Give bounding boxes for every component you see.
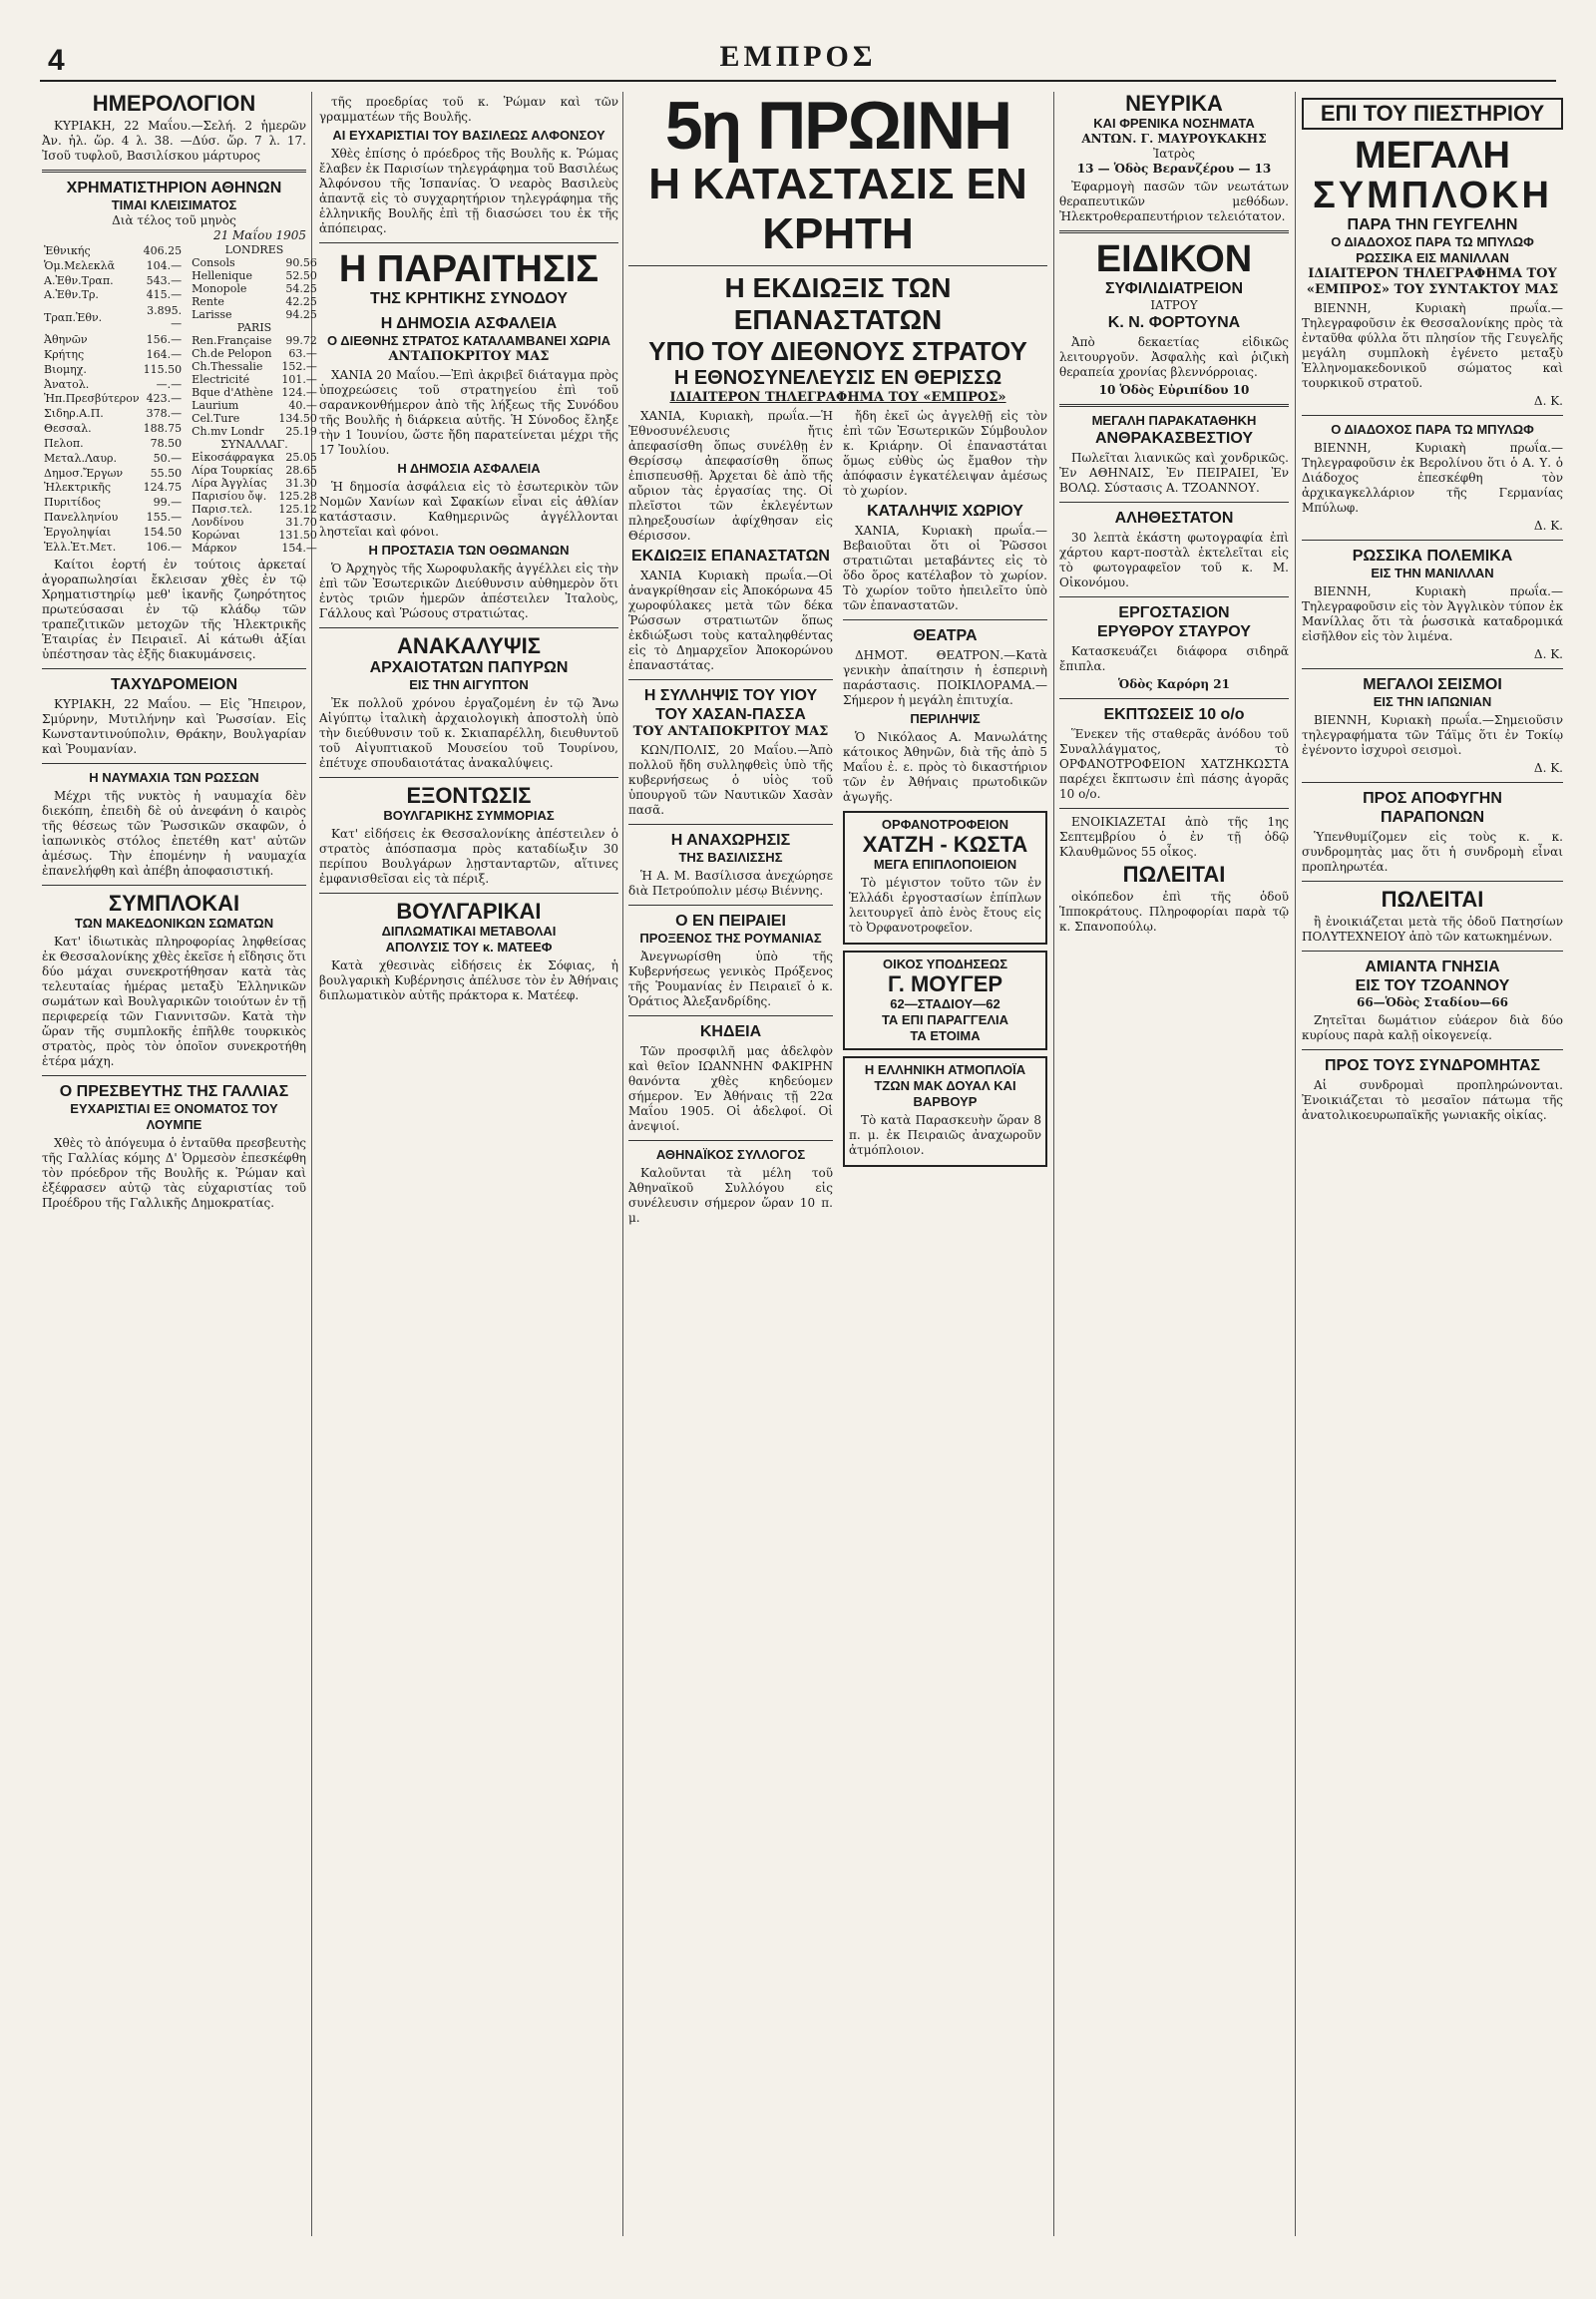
neurika-subtitle: ΚΑΙ ΦΡΕΝΙΚΑ ΝΟΣΗΜΑΤΑ — [1093, 116, 1255, 131]
ergostasion-text: Κατασκευάζει διάφορα σιδηρᾶ ἔπιπλα. — [1059, 644, 1289, 673]
dimosia1-title: Η ΔΗΜΟΣΙΑ ΑΣΦΑΛΕΙΑ — [380, 315, 558, 332]
ekdioxis-title: ΕΚΔΙΩΞΙΣ ΕΠΑΝΑΣΤΑΤΩΝ — [631, 548, 830, 565]
exontosis-text: Κατ' εἰδήσεις ἐκ Θεσσαλονίκης ἀπέστειλεν ὁ στρατὸς ἀπόσπασμα πρὸς καταδίωξιν 30 περίπου Βουλγάρων λῃστανταρτῶν, αἵτινες ἐμφανισθεῖσαι εἰς τὰ πέριξ. — [319, 827, 618, 886]
symplokai-title: ΣΥΜΠΛΟΚΑΙ — [108, 891, 240, 916]
rossika-subtitle: ΕΙΣ ΤΗΝ ΜΑΝΙΛΛΑΝ — [1371, 566, 1494, 580]
bourse-right-value: 125.28 — [278, 490, 317, 503]
col4-poleitai-text: οἰκόπεδον ἐπὶ τῆς ὁδοῦ Ἱπποκράτους. Πληροφορίαι παρὰ τῷ κ. Σπανοπούλῳ. — [1059, 890, 1289, 934]
bourse-left-value: —.— — [156, 377, 183, 391]
bourse-left-row — [42, 391, 184, 406]
bourse-left-row — [42, 362, 184, 377]
syfilis-text: Ἀπὸ δεκαετίας εἰδικῶς λειτουργοῦν. Ἀσφαλὴς καὶ ῥιζικὴ θεραπεία χρονίας βλεννόρροιας. — [1059, 335, 1289, 379]
neurika-address: 13 — Ὁδὸς Βερανζέρου — 13 — [1076, 162, 1272, 176]
bourse-left-row — [42, 302, 184, 332]
bourse-right-label: Ch.de Pelopon — [192, 347, 272, 360]
piestirion-kicker: ΙΔΙΑΙΤΕΡΟΝ ΤΗΛΕΓΡΑΦΗΜΑ ΤΟΥ «ΕΜΠΡΟΣ» ΤΟΥ ΣΥΝΤΑΚΤΟΥ ΜΑΣ — [1306, 266, 1559, 297]
syfilis-subtitle: ΣΥΦΙΛΙΔΙΑΤΡΕΙΟΝ — [1104, 280, 1244, 297]
apofygi-subtitle: ΠΑΡΑΠΟΝΩΝ — [1380, 809, 1485, 826]
paraitisis-subtitle: ΤΗΣ ΚΡΗΤΙΚΗΣ ΣΥΝΟΔΟΥ — [369, 290, 569, 307]
column-1 — [42, 91, 317, 2236]
perilipsis-text: Ὁ Νικόλαος Α. Μανωλάτης κάτοικος Ἀθηνῶν, διὰ τῆς ἀπὸ 5 Μαΐου ἐ. ε. πρὸς τὸ δικαστήριον τῶν ἐν Ἀθήναις πρωτοδικῶν ἀγωγῆς. — [843, 730, 1047, 804]
bourse-right-label: Παρισίου ὄψ. — [192, 490, 267, 503]
amianta-title: ΑΜΙΑΝΤΑ ΓΝΗΣΙΑ — [1365, 958, 1500, 975]
bourse-left-label: Βιομηχ. — [44, 362, 87, 376]
bourse-right-label: Consols — [192, 256, 235, 269]
syllogos-text: Καλοῦνται τὰ μέλη τοῦ Ἀθηναϊκοῦ Συλλόγου εἰς συνέλευσιν σήμερον ὥραν 10 π. μ. — [628, 1166, 833, 1225]
bourse-left-row — [42, 332, 184, 347]
bourse-right-label: Hellenique — [192, 269, 252, 282]
piraeus-title: Ο ΕΝ ΠΕΙΡΑΙΕΙ — [675, 913, 786, 930]
ergostasion-subtitle: ΕΡΥΘΡΟΥ ΣΤΑΥΡΟΥ — [1097, 623, 1251, 640]
rossika-text: ΒΙΕΝΝΗ, Κυριακὴ πρωΐα.—Τηλεγραφοῦσιν εἰς τὸν Ἀγγλικὸν τύπον ἐκ Μανίλλας ὅτι τὰ ῥωσσικὰ καταδρομικά εἰσῆλθον εἰς τὸν λιμένα. — [1302, 584, 1563, 643]
syllogos-title: ΑΘΗΝΑΪΚΟΣ ΣΥΛΛΟΓΟΣ — [655, 1147, 806, 1162]
bourse-right-value: 94.25 — [285, 308, 317, 321]
bourse-left-value: 378.— — [146, 407, 183, 421]
ergostasion-title: ΕΡΓΟΣΤΑΣΙΟΝ — [1118, 604, 1230, 621]
bourse-left-row — [42, 406, 184, 421]
anachoriseis-subtitle: ΤΗΣ ΒΑΣΙΛΙΣΣΗΣ — [678, 850, 783, 865]
theatra-text: ΔΗΜΟΤ. ΘΕΑΤΡΟΝ.—Κατὰ γενικὴν ἀπαίτησιν ἡ ἑσπερινὴ παράστασις. ΠΟΙΚΙΛΟΡΑΜΑ.—Σήμερον ἡ μεγάλη ἐπιτυχία. — [843, 648, 1047, 707]
bourse-right-label: Bque d'Athène — [192, 386, 273, 399]
mouger-name: Γ. ΜΟΥΓΕΡ — [887, 971, 1003, 996]
bourse-left-value: 406.25 — [143, 243, 183, 257]
bourse-right-row — [190, 542, 319, 555]
mouger-paragelia: ΤΑ ΕΠΙ ΠΑΡΑΓΓΕΛΙΑ — [881, 1012, 1009, 1027]
bourse-left-label: Θεσσαλ. — [44, 422, 92, 436]
bourse-right-value: 28.65 — [285, 464, 317, 477]
bourse-subtitle: ΤΙΜΑΙ ΚΛΕΙΣΙΜΑΤΟΣ — [111, 197, 237, 212]
bourse-left-row — [42, 377, 184, 392]
orphanotrofeion-title: ΟΡΦΑΝΟΤΡΟΦΕΙΟΝ — [881, 817, 1009, 832]
bourse-right-value: 63.— — [288, 347, 317, 360]
bourse-tables — [42, 243, 317, 555]
lead-right-col — [843, 406, 1047, 1229]
syllipsis-byline: ΤΟΥ ΑΝΤΑΠΟΚΡΙΤΟΥ ΜΑΣ — [632, 724, 829, 739]
apofygi-title: ΠΡΟΣ ΑΠΟΦΥΓΗΝ — [1363, 790, 1502, 807]
enoikiazetai-text: ΕΝΟΙΚΙΑΖΕΤΑΙ ἀπὸ τῆς 1ης Σεπτεμβρίου ὁ ἐν τῇ ὁδῷ Κλαυθμῶνος 55 οἶκος. — [1059, 815, 1289, 859]
taxydromeion-text: ΚΥΡΙΑΚΗ, 22 Μαΐου. — Εἰς Ἤπειρον, Σμύρνην, Μυτιλήνην καὶ Ῥωσσίαν. Εἰς Κωνσταντινούπολιν, Θράκην, Βουλγαρίαν καὶ Ῥουμανίαν. — [42, 697, 306, 756]
piestirion-subtitle-3: ΡΩΣΣΙΚΑ ΕΙΣ ΜΑΝΙΛΛΑΝ — [1356, 250, 1509, 265]
presbeftis-text: Χθὲς τὸ ἀπόγευμα ὁ ἐνταῦθα πρεσβευτὴς τῆς Γαλλίας κόμης Δ' Ὀρμεσὸν ἐπεσκέφθη τὸν πρόεδρον τῆς Βουλῆς κ. Ῥώμαν καὶ ἐξέφρασεν αὐτῷ τὰς εὐχαριστίας τοῦ Προέδρου τῆς Γαλλικῆς Δημοκρατίας. — [42, 1136, 306, 1210]
rossika-sign: Δ. Κ. — [1533, 647, 1563, 661]
bourse-right-label: Εἰκοσάφραγκα — [192, 451, 275, 464]
bourse-left-row — [42, 347, 184, 362]
bourse-right-row — [190, 412, 319, 425]
column-rule — [622, 92, 623, 2236]
col5-poleitai-title: ΠΩΛΕΙΤΑΙ — [1381, 887, 1484, 912]
bourse-left-label: Πελοπ. — [44, 436, 84, 450]
bourse-right-row — [190, 399, 319, 412]
bourse-right-label: Laurium — [192, 399, 239, 412]
piestirion-sign: Δ. Κ. — [1533, 394, 1563, 408]
dimosia2-text: Ἡ δημοσία ἀσφάλεια εἰς τὸ ἐσωτερικὸν τῶν Νομῶν Χανίων καὶ Σφακίων εἶναι εἰς ἀθλίαν κατάστασιν. Καθημερινῶς ἀγγέλλονται ληστεῖαι καὶ φόνοι. — [319, 480, 618, 539]
bourse-right-row — [190, 438, 319, 451]
bourse-left-label: Σιδηρ.Α.Π. — [44, 407, 104, 421]
hemerologion-text: ΚΥΡΙΑΚΗ, 22 Μαΐου.—Σελή. 2 ἡμερῶν Ἀν. ἡλ. ὥρ. 4 λ. 38. —Δύσ. ὥρ. 7 λ. 17. Ἰσοῦ τυφλοῦ, Βασιλίσκου μάρτυρος — [42, 119, 306, 163]
anachoriseis-text: Ἡ Α. Μ. Βασίλισσα ἀνεχώρησε διὰ Πετρούπολιν μέσῳ Βιέννης. — [628, 869, 833, 898]
bourse-left-label: Ἐθνικής — [44, 243, 91, 257]
bourse-left-label: Ὁμ.Μελεκλᾶ — [44, 258, 116, 272]
bourse-left-row — [42, 273, 184, 288]
piestirion-text: ΒΙΕΝΝΗ, Κυριακὴ πρωΐα.—Τηλεγραφοῦσιν ἐκ Θεσσαλονίκης πρὸς τὰ ἐνταῦθα φύλλα ὅτι πλησίον τῆς Γευγελῆς μεγάλη συμπλοκὴ ἐγένετο μεταξὺ Ἑλληνομακεδονικοῦ σώματος καὶ τουρκικοῦ στρατοῦ. — [1302, 301, 1563, 390]
amianta-address: 66—Ὁδὸς Σταδίου—66 — [1356, 995, 1509, 1009]
subhead-2: ΥΠΟ ΤΟΥ ΔΙΕΘΝΟΥΣ ΣΤΡΑΤΟΥ — [648, 336, 1027, 366]
bourse-right-row — [190, 425, 319, 438]
lead-left: ΧΑΝΙΑ, Κυριακὴ, πρωΐα.—Ἡ Ἐθνοσυνέλευσις ἤτις ἀπεφασίσθη ὅπως συνέλθῃ ἐν Θερίσσῳ ἀπεφασίσθη ὅπως ἐπισπευσθῇ. Ἀρχεται δὲ ἀπὸ τῆς αὔριον τὰς ἐργασίας της. Οἱ πλεῖστοι τῶν ἐκλεγέντων πληρεξουσίων ἀφίχθησαν εἰς Θέρισσον. — [628, 409, 833, 543]
orphanotrofeion-text: Τὸ μέγιστον τοῦτο τῶν ἐν Ἑλλάδι ἐργοστασίων ἐπίπλων λειτουργεῖ ἀπὸ ἑνὸς ἔτους εἰς τὸ Ὀρφανοτροφεῖον. — [849, 876, 1041, 935]
voulgarikai-subtitle: ΔΙΠΛΩΜΑΤΙΚΑΙ ΜΕΤΑΒΟΛΑΙ — [381, 924, 557, 939]
bourse-left-label: Ἀθηνῶν — [44, 333, 88, 346]
seismoi-title: ΜΕΓΑΛΟΙ ΣΕΙΣΜΟΙ — [1363, 676, 1502, 693]
katalipsis-text: ΧΑΝΙΑ, Κυριακὴ πρωΐα.—Βεβαιοῦται ὅτι οἱ Ῥῶσσοι στρατιῶται μεταβάντες εἰς τὸ ὅδο ὅρος κατέλαβον τὸ χωρίον. Τὸ χωρίον τοῦτο ἠπειλεῖτο ὑπὸ τῶν ἐπαναστατῶν. — [843, 524, 1047, 612]
bourse-right-row — [190, 477, 319, 490]
bourse-note: Διὰ τέλος τοῦ μηνὸς — [112, 213, 236, 227]
bourse-right-label: Electricité — [192, 373, 250, 386]
bourse-right-value: 31.70 — [285, 516, 317, 529]
exontosis-subtitle: ΒΟΥΛΓΑΡΙΚΗΣ ΣΥΜΜΟΡΙΑΣ — [383, 808, 555, 823]
atmoploia-text: Τὸ κατὰ Παρασκευὴν ὥραν 8 π. μ. ἐκ Πειραιῶς ἀναχωροῦν ἀτμόπλοιον. — [849, 1113, 1041, 1157]
bourse-left-label: Τραπ.Ἐθν. — [44, 310, 103, 324]
bourse-right-label: Μάρκον — [192, 542, 237, 555]
anakalypsis-subtitle2: ΕΙΣ ΤΗΝ ΑΙΓΥΠΤΟΝ — [409, 677, 529, 692]
symplokai-text: Κατ' ἰδιωτικὰς πληροφορίας ληφθείσας ἐκ Θεσσαλονίκης χθὲς ἐκεῖσε ἡ εἴδησις ὅτι δύο μάχαι συνεκροτήθησαν κατὰ τὰς τελευταίας ἡμέρας μεταξὺ Ἑλληνικῶν σωμάτων καὶ Βουλγαρικῶν τοιούτων ἐν τῇ περιφερείᾳ τῶν Γιαννιτσῶν. Κατὰ τὴν ὥραν τῆς συμπλοκῆς ἐπῆλθε τουρκικὸς στρατὸς, πρὸς τὸν ὁποῖον συνεκροτήθη ἑτέρα μάχη. — [42, 935, 306, 1068]
bourse-right-row — [190, 347, 319, 360]
bourse-left-row — [42, 481, 184, 496]
bourse-left-label: Ἑλλ.Ἐτ.Μετ. — [44, 540, 117, 554]
mouger-title: ΟΙΚΟΣ ΥΠΟΔΗΣΕΩΣ — [882, 957, 1008, 971]
diadochos-text: ΒΙΕΝΝΗ, Κυριακὴ πρωΐα.—Τηλεγραφοῦσιν ἐκ Βερολίνου ὅτι ὁ Α. Υ. ὁ Διάδοχος ἐπεσκέφθη τὸν ἀρχικαγκελλάριον τῆς Γερμανίας Μπύλωφ. — [1302, 441, 1563, 515]
bourse-right-label: Λίρα Τουρκίας — [192, 464, 273, 477]
bourse-left-value: 423.— — [146, 392, 183, 406]
bourse-right-row — [190, 490, 319, 503]
anakalypsis-text: Ἐκ πολλοῦ χρόνου ἐργαζομένη ἐν τῷ Ἄνω Αἰγύπτῳ ἰταλικὴ ἀρχαιολογικὴ ἀποστολὴ ὑπὸ τὴν διεύθυνσιν τοῦ κ. Σκιαπαρέλλη, διευθυντοῦ τοῦ Αἰγυπτιακοῦ Μουσείου τοῦ Τουρίνου, ἐπέτυχε σπουδαιοτάτας ἀνακαλύψεις. — [319, 696, 618, 770]
bourse-right-value: 31.30 — [285, 477, 317, 490]
syndromites-title: ΠΡΟΣ ΤΟΥΣ ΣΥΝΔΡΟΜΗΤΑΣ — [1325, 1057, 1540, 1074]
bourse-left-row — [42, 540, 184, 555]
bourse-left-value: 55.50 — [150, 466, 183, 480]
bourse-left-value: 156.— — [146, 333, 183, 346]
atmoploia-ad — [843, 1056, 1047, 1167]
voulgarikai-text: Κατὰ χθεσινὰς εἰδήσεις ἐκ Σόφιας, ἡ βουλγαρικὴ Κυβέρνησις ἀπέλυσε τὸν ἐν Ἀθήναις διπλωματικὸν αὐτῆς πράκτορα κ. Ματέεφ. — [319, 958, 618, 1002]
rossika-title: ΡΩΣΣΙΚΑ ΠΟΛΕΜΙΚΑ — [1352, 548, 1513, 565]
voulgarikai-title: ΒΟΥΛΓΑΡΙΚΑΙ — [396, 899, 542, 924]
bourse-right-label: Λίρα Ἀγγλίας — [192, 477, 267, 490]
paraitisis-title: Η ΠΑΡΑΙΤΗΣΙΣ — [338, 248, 599, 290]
syllipsis-subtitle: ΤΟΥ ΧΑΣΑΝ-ΠΑΣΣΑ — [655, 706, 806, 723]
bourse-left-row — [42, 436, 184, 451]
piestirion-headline: ΜΕΓΑΛΗ — [1355, 135, 1510, 177]
neurika-doctor: ΑΝΤΩΝ. Γ. ΜΑΥΡΟΥΚΑΚΗΣ — [1081, 132, 1267, 146]
lead-right: ἤδη ἐκεῖ ὡς ἀγγελθῇ εἰς τὸν ἐπὶ τῶν Ἐσωτερικῶν Σύμβουλον κ. Κριάρην. Οἱ ἐπαναστάται ὅμως εὐθὺς ὡς ἔμαθον τὴν ἀπόφασιν ἐγκατέλειψαν ἀμέσως τὸ χωρίον. — [843, 409, 1047, 498]
bourse-left-row — [42, 243, 184, 258]
column-5 — [1302, 92, 1563, 2236]
piestirion-subtitle-2: Ο ΔΙΑΔΟΧΟΣ ΠΑΡΑ ΤΩ ΜΠΥΛΩΦ — [1331, 234, 1534, 249]
bourse-left-row — [42, 451, 184, 466]
syllipsis-text: ΚΩΝ/ΠΟΛΙΣ, 20 Μαΐου.—Ἀπὸ πολλοῦ ἤδη συλληφθεὶς ὑπὸ τῆς κυβερνήσεως ὁ υἱὸς τοῦ ὑπουργοῦ τῶν Ναυτικῶν Χασὰν πασᾶ. — [628, 743, 833, 817]
piraeus-subtitle: ΠΡΟΞΕΝΟΣ ΤΗΣ ΡΟΥΜΑΝΙΑΣ — [639, 931, 822, 946]
headline-2: Η ΚΑΤΑΣΤΑΣΙΣ ΕΝ ΚΡΗΤΗ — [648, 160, 1027, 258]
diadochos-title: Ο ΔΙΑΔΟΧΟΣ ΠΑΡΑ ΤΩ ΜΠΥΛΩΦ — [1331, 422, 1534, 437]
bourse-right-row — [190, 243, 319, 256]
symplokai-subtitle: ΤΩΝ ΜΑΚΕΔΟΝΙΚΩΝ ΣΩΜΑΤΩΝ — [74, 916, 274, 931]
bourse-right-row — [190, 256, 319, 269]
bourse-left-row — [42, 510, 184, 525]
ekdioxis-text: ΧΑΝΙΑ Κυριακὴ πρωΐα.—Οἱ ἀναγκρίθησαν εἰς Ἀποκόρωνα 45 χωροφύλακες μετὰ τῶν δέκα Ῥώσσων στρατιωτῶν ὅπως ἐκδιώξωσι τοὺς καταληφθέντας εἰς τὸ Δημαρχεῖον Ἀποκορώνου ἐπαναστάτας. — [628, 569, 833, 672]
atmoploia-subtitle: ΤΖΩΝ ΜΑΚ ΔΟΥΑΛ ΚΑΙ ΒΑΡΒΟΥΡ — [874, 1078, 1016, 1109]
column-4 — [1059, 92, 1289, 2236]
hemerologion-title: ΗΜΕΡΟΛΟΓΙΟΝ — [92, 91, 256, 116]
bourse-left-row — [42, 466, 184, 481]
orphanotrofeion-ad — [843, 811, 1047, 945]
bourse-right-label: Ch.Thessalie — [192, 360, 263, 373]
bourse-right-label: Ch.mv Londr — [192, 425, 264, 438]
lead-left-col — [628, 406, 833, 1229]
bourse-left-value: 124.75 — [143, 481, 183, 495]
presbeftis-title: Ο ΠΡΕΣΒΕΥΤΗΣ ΤΗΣ ΓΑΛΛΙΑΣ — [59, 1083, 289, 1100]
bourse-title: ΧΡΗΜΑΤΙΣΤΗΡΙΟΝ ΑΘΗΝΩΝ — [66, 180, 282, 196]
ekptoseis-title: ΕΚΠΤΩΣΕΙΣ 10 ο/ο — [1103, 706, 1245, 723]
bourse-right-row — [190, 360, 319, 373]
mouger-etoima: ΤΑ ΕΤΟΙΜΑ — [910, 1028, 981, 1043]
syllipsis-title: Η ΣΥΛΛΗΨΙΣ ΤΟΥ ΥΙΟΥ — [643, 687, 818, 704]
anakalypsis-title: ΑΝΑΚΑΛΥΨΙΣ — [397, 633, 541, 658]
bourse-right-row — [190, 516, 319, 529]
bourse-left-value: 106.— — [146, 540, 183, 554]
bourse-right-row — [190, 386, 319, 399]
bourse-right-label: Κορώναι — [192, 529, 240, 542]
syfilis-doctor: Κ. Ν. ΦΟΡΤΟΥΝΑ — [1107, 314, 1241, 331]
dimosia2-title: Η ΔΗΜΟΣΙΑ ΑΣΦΑΛΕΙΑ — [397, 461, 541, 476]
bourse-left-label: Α.Ἐθν.Τραπ. — [44, 273, 114, 287]
bourse-right-value: 134.50 — [278, 412, 317, 425]
bourse-left-value: 155.— — [146, 511, 183, 525]
bourse-right-label: Ren.Française — [192, 334, 272, 347]
syfilis-role: ΙΑΤΡΟΥ — [1150, 298, 1198, 312]
subhead-3: Η ΕΘΝΟΣΥΝΕΛΕΥΣΙΣ ΕΝ ΘΕΡΙΣΣΩ — [673, 367, 1002, 389]
bourse-right-label: Monopole — [192, 282, 247, 295]
lead-columns — [628, 406, 1047, 1229]
bourse-left-value: 543.— — [146, 273, 183, 287]
bourse-table-left — [42, 243, 184, 555]
bourse-left-row — [42, 258, 184, 273]
anthrakes-text: Πωλεῖται λιανικῶς καὶ χονδρικῶς. Ἐν ΑΘΗΝΑΙΣ, Ἐν ΠΕΙΡΑΙΕΙ, Ἐν ΒΟΛῼ. Σύστασις Α. ΤΖΟΑΝΝΟΥ. — [1059, 451, 1289, 495]
bourse-right-row — [190, 529, 319, 542]
bourse-right-row — [190, 373, 319, 386]
perilipsis-title: ΠΕΡΙΛΗΨΙΣ — [910, 711, 981, 726]
column-3 — [628, 88, 1047, 2236]
seismoi-text: ΒΙΕΝΝΗ, Κυριακὴ πρωΐα.—Σημειοῦσιν τηλεγραφήματα τῶν Τάϊμς ὅτι ἐν Τοκίῳ ἐγένοντο ἰσχυροὶ σεισμοὶ. — [1302, 713, 1563, 757]
bourse-right-row — [190, 503, 319, 516]
bourse-left-label: Ἠλεκτρικῆς — [44, 481, 112, 495]
bourse-right-row — [190, 295, 319, 308]
column-2 — [319, 92, 618, 2236]
ships-text: Μέχρι τῆς νυκτὸς ἡ ναυμαχία δὲν διεκόπη, ἐπειδὴ δὲ οὐ ἀνεφάνη ὁ καιρὸς τῆς θέσεως τῶν Ῥωσσικῶν σκαφῶν, ὁ ἰαπωνικὸς στόλος ἐπετέθη κατ' αὐτῶν ἀμέσως. Τὴν ἐπομένην ἡ ναυμαχία ἐπανελήφθη καὶ ἀπέβη ἀποφασιστική. — [42, 789, 306, 878]
bourse-date: 21 Μαΐου 1905 — [212, 228, 306, 242]
alitheston-text: 30 λεπτὰ ἑκάστη φωτογραφία ἐπὶ χάρτου καρτ-ποστὰλ ἐκτελεῖται εἰς τὸ φωτογραφεῖον τοῦ κ. Μ. Οἰκονόμου. — [1059, 531, 1289, 589]
bourse-right-value: 99.72 — [285, 334, 317, 347]
orphanotrofeion-name: ΧΑΤΖΗ - ΚΩΣΤΑ — [862, 832, 1028, 857]
bourse-right-label: ΣΥΝΑΛΛΑΓ. — [220, 438, 288, 451]
neurika-role: Ἰατρὸς — [1153, 147, 1195, 161]
bourse-left-value: 164.— — [146, 347, 183, 361]
subhead-1: Η ΕΚΔΙΩΞΙΣ ΤΩΝ ΕΠΑΝΑΣΤΑΤΩΝ — [724, 272, 952, 335]
column-rule — [1295, 92, 1296, 2236]
bourse-right-label: Cel.Ture — [192, 412, 240, 425]
piestirion-headline-2: ΣΥΜΠΛΟΚΗ — [1312, 175, 1552, 216]
bourse-right-row — [190, 269, 319, 282]
bourse-right-value: 54.25 — [285, 282, 317, 295]
eucharistiai-text: Χθὲς ἐπίσης ὁ πρόεδρος τῆς Βουλῆς κ. Ῥώμας ἔλαβεν ἐκ Παρισίων τηλεγράφημα τοῦ Βασιλέως Ἀλφόνσου τῆς Ἱσπανίας. Ὁ νεαρὸς Βασιλεὺς ἀπαντᾷ εἰς τὸ συγχαρητήριον τηλεγράφημα τῆς ἑλληνικῆς Βουλῆς ἐπὶ τῇ διασώσει του ἐκ τῆς ἀπόπειρας. — [319, 147, 618, 235]
col5-poleitai-text: ἢ ἐνοικιάζεται μετὰ τῆς ὁδοῦ Πατησίων ΠΟΛΥΤΕΧΝΕΙΟΥ ἀπὸ τῶν κατωκημένων. — [1302, 915, 1563, 944]
bourse-left-label: Πανελληνίου — [44, 511, 119, 525]
bourse-left-label: Ἐργοληψίαι — [44, 525, 112, 539]
exontosis-title: ΕΞΟΝΤΩΣΙΣ — [406, 783, 532, 808]
bourse-left-label: Πυριτίδος — [44, 496, 101, 510]
bourse-left-label: Α.Ἐθν.Τρ. — [44, 288, 99, 302]
bourse-right-label: Rente — [192, 295, 224, 308]
bourse-left-value: 415.— — [146, 288, 183, 302]
bourse-right-row — [190, 451, 319, 464]
bourse-report: Καίτοι ἑορτή ἐν τούτοις ἀρκεταί ἀγοραπωλησίαι ἔκλεισαν χθὲς ἐν τῷ Χρηματιστηρίῳ μεθ' ἱκανῆς ζωηρότητος πρωτεύσασαι ἐν τῷ κλάδῳ τῶν τραπεζιτικῶν μετοχῶν τῆς Ἠλεκτρικῆς Ἑταιρίας ἐν Πειραιεῖ. Αἱ κάτωθι ἀξίαι ὑπέστησαν τὰς ἑξῆς διακυμάνσεις. — [42, 558, 306, 661]
bourse-right-value: 154.— — [281, 542, 317, 555]
dimosia1-byline: ΑΝΤΑΠΟΚΡΙΤΟΥ ΜΑΣ — [388, 349, 550, 364]
bourse-right-value: 40.— — [288, 399, 317, 412]
piestirion-subtitle: ΠΑΡΑ ΤΗΝ ΓΕΥΓΕΛΗΝ — [1347, 216, 1518, 233]
bourse-left-row — [42, 495, 184, 510]
col2-intro: τῆς προεδρίας τοῦ κ. Ῥώμαν καὶ τῶν γραμματέων τῆς Βουλῆς. — [319, 95, 618, 124]
ekptoseis-text: Ἕνεκεν τῆς σταθερᾶς ἀνόδου τοῦ Συναλλάγματος, τὸ ΟΡΦΑΝΟΤΡΟΦΕΙΟΝ ΧΑΤΖΗΚΩΣΤΑ παρέχει ἔκπτωσιν ἐπὶ πάσης ἀγορᾶς 10 ο/ο. — [1059, 727, 1289, 801]
bourse-left-value: 3.895.— — [147, 304, 183, 331]
presbeftis-subtitle: ΕΥΧΑΡΙΣΤΙΑΙ ΕΞ ΟΝΟΜΑΤΟΣ ΤΟΥ ΛΟΥΜΠΕ — [70, 1101, 278, 1132]
atmoploia-title: Η ΕΛΛΗΝΙΚΗ ΑΤΜΟΠΛΟΪΑ — [864, 1062, 1026, 1077]
bourse-right-row — [190, 282, 319, 295]
bourse-right-row — [190, 334, 319, 347]
alitheston-title: ΑΛΗΘΕΣΤΑΤΟΝ — [1114, 510, 1234, 527]
bourse-left-row — [42, 421, 184, 436]
kideia-text: Τῶν προσφιλῆ μας ἀδελφὸν καὶ θεῖον ΙΩΑΝΝΗΝ ΦΑΚΙΡΗΝ θανόντα χθὲς κηδεύομεν σήμερον. Ἐν Ἀθήναις τῇ 22α Μαΐου 1905. Οἱ ἀδελφοί. Οἱ ἀνεψιοί. — [628, 1044, 833, 1133]
bourse-left-value: 154.50 — [143, 525, 183, 539]
syfilis-address: 10 Ὁδὸς Εὐριπίδου 10 — [1098, 383, 1250, 397]
bourse-left-value: 104.— — [146, 258, 183, 272]
mouger-ad — [843, 951, 1047, 1050]
piraeus-text: Ἀνεγνωρίσθη ὑπὸ τῆς Κυβερνήσεως γενικὸς Πρόξενος τῆς Ῥουμανίας ἐν Πειραιεῖ ὁ κ. Ὁράτιος Ἀλεξανδρίδης. — [628, 950, 833, 1008]
column-rule — [1053, 92, 1054, 2236]
bourse-left-row — [42, 288, 184, 303]
bourse-right-label: Παρισ.τελ. — [192, 503, 253, 516]
neurika-title: ΝΕΥΡΙΚΑ — [1125, 91, 1223, 116]
anakalypsis-subtitle: ΑΡΧΑΙΟΤΑΤΩΝ ΠΑΠΥΡΩΝ — [369, 659, 569, 676]
apofygi-text: Ὑπενθυμίζομεν εἰς τοὺς κ. κ. συνδρομητὰς μας ὅτι ἡ συνδρομὴ εἶναι προπληρωτέα. — [1302, 830, 1563, 874]
bourse-left-value: 78.50 — [150, 436, 183, 450]
ergostasion-address: Ὁδὸς Καρόρη 21 — [1118, 677, 1230, 691]
bourse-right-value: 131.50 — [278, 529, 317, 542]
bourse-left-label: Μεταλ.Λαυρ. — [44, 451, 117, 465]
mouger-address: 62—ΣΤΑΔΙΟΥ—62 — [890, 996, 1000, 1011]
bourse-left-value: 115.50 — [143, 362, 183, 376]
diadochos-sign: Δ. Κ. — [1533, 519, 1563, 533]
eucharistiai-title: ΑΙ ΕΥΧΑΡΙΣΤΙΑΙ ΤΟΥ ΒΑΣΙΛΕΩΣ ΑΛΦΟΝΣΟΥ — [332, 128, 605, 143]
bourse-right-label: Λονδίνου — [192, 516, 244, 529]
ships-title: Η ΝΑΥΜΑΧΙΑ ΤΩΝ ΡΩΣΣΩΝ — [89, 770, 259, 785]
othomanon-title: Η ΠΡΟΣΤΑΣΙΑ ΤΩΝ ΟΘΩΜΑΝΩΝ — [368, 543, 570, 558]
bourse-left-value: 99.— — [153, 496, 183, 510]
bourse-right-value: 124.— — [281, 386, 317, 399]
bourse-left-row — [42, 525, 184, 540]
newspaper-title: ΕΜΠΡΟΣ — [719, 40, 877, 73]
newspaper-page — [20, 20, 1576, 2259]
bourse-right-row — [190, 308, 319, 321]
theatra-title: ΘΕΑΤΡΑ — [913, 627, 978, 644]
syfilis-title: ΕΙΔΙΚΟΝ — [1095, 238, 1253, 280]
bourse-right-value: 52.50 — [285, 269, 317, 282]
bourse-right-value: 25.05 — [285, 451, 317, 464]
syndromites-text: Αἱ συνδρομαὶ προπληρώνονται. Ἐνοικιάζεται τὸ μεσαῖον πάτωμα τῆς ἀνατολικοευρωπαϊκῆς γωνιακῆς οἰκίας. — [1302, 1078, 1563, 1122]
bourse-right-value: 125.12 — [278, 503, 317, 516]
bourse-right-row — [190, 464, 319, 477]
bourse-right-label: PARIS — [236, 321, 272, 334]
bourse-right-row — [190, 321, 319, 334]
bourse-right-value: 42.25 — [285, 295, 317, 308]
bourse-left-label: Κρήτης — [44, 347, 85, 361]
bourse-right-label: LONDRES — [224, 243, 284, 256]
bourse-right-value: 25.19 — [285, 425, 317, 438]
othomanon-text: Ὁ Ἀρχηγὸς τῆς Χωροφυλακῆς ἀγγέλλει εἰς τὴν ἐπὶ τῶν Ἐσωτερικῶν Διεύθυνσιν αὐθημερὸν ὅτι ἐντὸς τριῶν ἡμερῶν ἀπέστειλεν Ἰταλοὺς, Γάλλους καὶ Ῥώσους στρατιώτας. — [319, 562, 618, 620]
seismoi-subtitle: ΕΙΣ ΤΗΝ ΙΑΠΩΝΙΑΝ — [1373, 694, 1492, 709]
bourse-right-label: Larisse — [192, 308, 232, 321]
bourse-left-label: Δημοσ.Ἔργων — [44, 466, 124, 480]
piestirion-box — [1302, 98, 1563, 130]
dimosia1-text: ΧΑΝΙΑ 20 Μαΐου.—Ἐπὶ ἀκριβεῖ διάταγμα πρὸς ὑποχρεώσεις τοῦ στρατηγείου ἐπὶ τοῦ σαρανκονθήμερον ἀπὸ τῆς λήξεως τῆς Συνόδου τῆς Βουλῆς ἡ διάρκεια αὐτῆς. Ἡ Σύνοδος ἔληξε τὴν 1 Ἰουνίου, ὥστε ἤδη παρατείνεται μέχρι τῆς 17 Ἰουλίου. — [319, 368, 618, 457]
seismoi-sign: Δ. Κ. — [1533, 761, 1563, 775]
anthrakes-subtitle: ΑΝΘΡΑΚΑΣΒΕΣΤΙΟΥ — [1094, 430, 1254, 447]
anachoriseis-title: Η ΑΝΑΧΩΡΗΣΙΣ — [670, 832, 791, 849]
headline: 5η ΠΡΩΙΝΗ — [664, 88, 1011, 164]
kicker: ΙΔΙΑΙΤΕΡΟΝ ΤΗΛΕΓΡΑΦΗΜΑ ΤΟΥ «ΕΜΠΡΟΣ» — [669, 390, 1006, 405]
amianta-subtitle: ΕΙΣ ΤΟΥ ΤΖΟΑΝΝΟΥ — [1355, 977, 1510, 994]
voulgarikai-subtitle2: ΑΠΟΛΥΣΙΣ ΤΟΥ κ. ΜΑΤΕΕΦ — [385, 940, 553, 955]
bourse-left-label: Ἀνατολ. — [44, 377, 90, 391]
anthrakes-title: ΜΕΓΑΛΗ ΠΑΡΑΚΑΤΑΘΗΚΗ — [1091, 413, 1257, 428]
amianta-text: Ζητεῖται δωμάτιον εὐάερον διὰ δύο κυρίους παρὰ καλῇ οἰκογενείᾳ. — [1302, 1013, 1563, 1042]
neurika-text: Ἐφαρμογὴ πασῶν τῶν νεωτάτων θεραπευτικῶν μεθόδων. Ἠλεκτροθεραπευτήριον τελειότατον. — [1059, 180, 1289, 223]
kideia-title: ΚΗΔΕΙΑ — [699, 1023, 762, 1040]
bourse-left-label: Ἠπ.Πρεσβύτερον — [44, 392, 140, 406]
bourse-right-value: 90.56 — [285, 256, 317, 269]
taxydromeion-title: ΤΑΧΥΔΡΟΜΕΙΟΝ — [110, 676, 238, 693]
col4-poleitai-title: ΠΩΛΕΙΤΑΙ — [1122, 862, 1226, 887]
dimosia1-subtitle: Ο ΔΙΕΘΝΗΣ ΣΤΡΑΤΟΣ ΚΑΤΑΛΑΜΒΑΝΕΙ ΧΩΡΙΑ — [327, 333, 610, 348]
bourse-table-right — [190, 243, 319, 555]
bourse-left-value: 188.75 — [143, 422, 183, 436]
orphanotrofeion-subtitle: ΜΕΓΑ ΕΠΙΠΛΟΠΟΙΕΙΟΝ — [873, 857, 1017, 872]
masthead — [40, 40, 1556, 82]
bourse-right-value: 152.— — [281, 360, 317, 373]
katalipsis-title: ΚΑΤΑΛΗΨΙΣ ΧΩΡΙΟΥ — [867, 503, 1023, 520]
piestirion-title: ΕΠΙ ΤΟΥ ΠΙΕΣΤΗΡΙΟΥ — [1320, 101, 1545, 126]
bourse-right-value: 101.— — [281, 373, 317, 386]
bourse-left-value: 50.— — [153, 451, 183, 465]
page-number: 4 — [48, 44, 65, 77]
